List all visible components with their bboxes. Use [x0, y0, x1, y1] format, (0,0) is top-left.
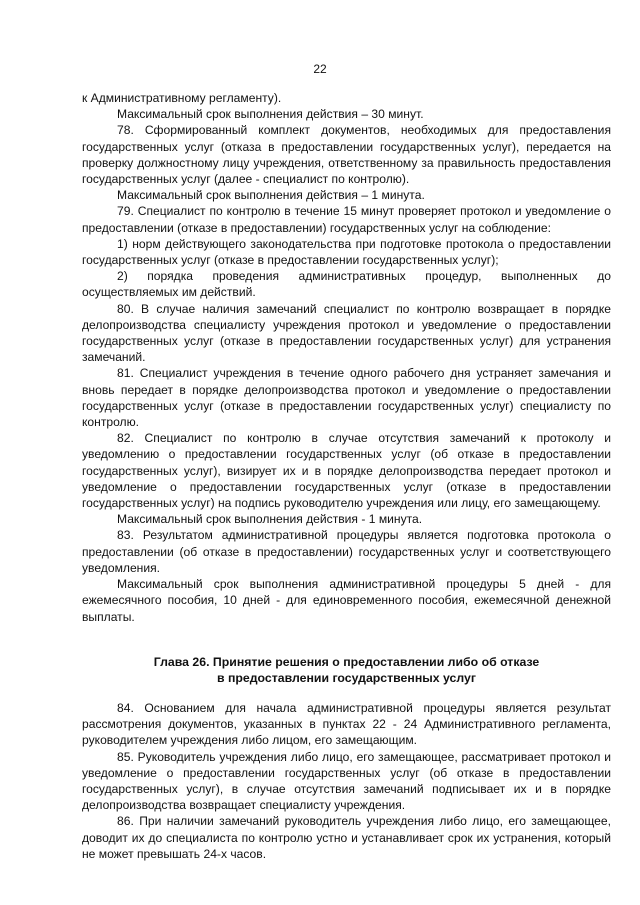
paragraph: к Административному регламенту).	[82, 91, 282, 105]
paragraph: 1) норм действующего законодательства при подготовке протокола о предоставлении государственных услуг (отказе в предоставлении государственных услуг);	[82, 236, 611, 268]
paragraph: 84. Основанием для начала административной процедуры является результат рассмотрения документов, указанных в пунктах 22 - 24 Административного регламента, руководителем учреждения либо лицом, его замещающим.	[82, 701, 611, 748]
chapter-title-line-2: в предоставлении государственных услуг	[217, 671, 476, 686]
paragraph: 79. Специалист по контролю в течение 15 минут проверяет протокол и уведомление о предоставлении (отказе в предоставлении) государственных услуг на соблюдение:	[82, 204, 611, 235]
paragraph: 2) порядка проведения административных процедур, выполненных до осуществляемых им действий.	[82, 269, 611, 300]
chapter-title	[82, 654, 611, 687]
paragraph: 80. В случае наличия замечаний специалист по контролю возвращает в порядке делопроизводства специалисту учреждения протокол и уведомление о предоставлении государственных услуг (отказе в предоставлении государственных услуг) для устранения замечаний.	[82, 301, 611, 365]
paragraph: 85. Руководитель учреждения либо лицо, его замещающее, рассматривает протокол и уведомление о предоставлении государственных услуг (об отказе в предоставлении государственных услуг), в случае отсутствия замечаний подписывает их и в порядке делопроизводства возвращает специалисту учреждения.	[82, 749, 611, 813]
paragraph: 86. При наличии замечаний руководитель учреждения либо лицо, его замещающее, доводит их до специалиста по контролю устно и устанавливает срок их устранения, который не может превышать 24-х часов.	[82, 814, 611, 861]
text-block-procedure	[82, 90, 611, 625]
paragraph: 83. Результатом административной процедуры является подготовка протокола о предоставлении (об отказе в предоставлении) государственных услуг и соответствующего уведомления.	[82, 528, 611, 575]
page-number: 22	[313, 62, 327, 76]
paragraph: Максимальный срок выполнения административной процедуры 5 дней - для ежемесячного пособия, 10 дней - для единовременного пособия, ежемесячной денежной выплаты.	[82, 577, 611, 624]
paragraph: 81. Специалист учреждения в течение одного рабочего дня устраняет замечания и вновь передает в порядке делопроизводства протокол и уведомление о предоставлении государственных услуг (отказе в предоставлении государственных услуг) специалисту по контролю.	[82, 366, 611, 430]
chapter-title-line-1: Глава 26. Принятие решения о предоставлении либо об отказе	[153, 655, 540, 669]
paragraph: 78. Сформированный комплект документов, необходимых для предоставления государственных услуг (отказа в предоставлении государственных услуг), передается на проверку должностному лицу учреждения, ответственному за правильность предоставления государственных услуг (далее - специалист по контролю).	[82, 123, 611, 187]
text-block-decision	[82, 700, 611, 862]
paragraph: 82. Специалист по контролю в случае отсутствия замечаний к протоколу и уведомлению о предоставлении государственных услуг (об отказе в предоставлении государственных услуг), визирует их и в порядке делопроизводства передает протокол и уведомление о предоставлении государственных услуг (отказе в предоставлении государственных услуг) на подпись руководителю учреждения или лицу, его замещающему.	[82, 431, 611, 511]
paragraph: Максимальный срок выполнения действия – 30 минут.	[117, 107, 424, 122]
paragraph: Максимальный срок выполнения действия – 1 минута.	[117, 188, 425, 203]
paragraph: Максимальный срок выполнения действия - 1 минута.	[117, 512, 423, 527]
